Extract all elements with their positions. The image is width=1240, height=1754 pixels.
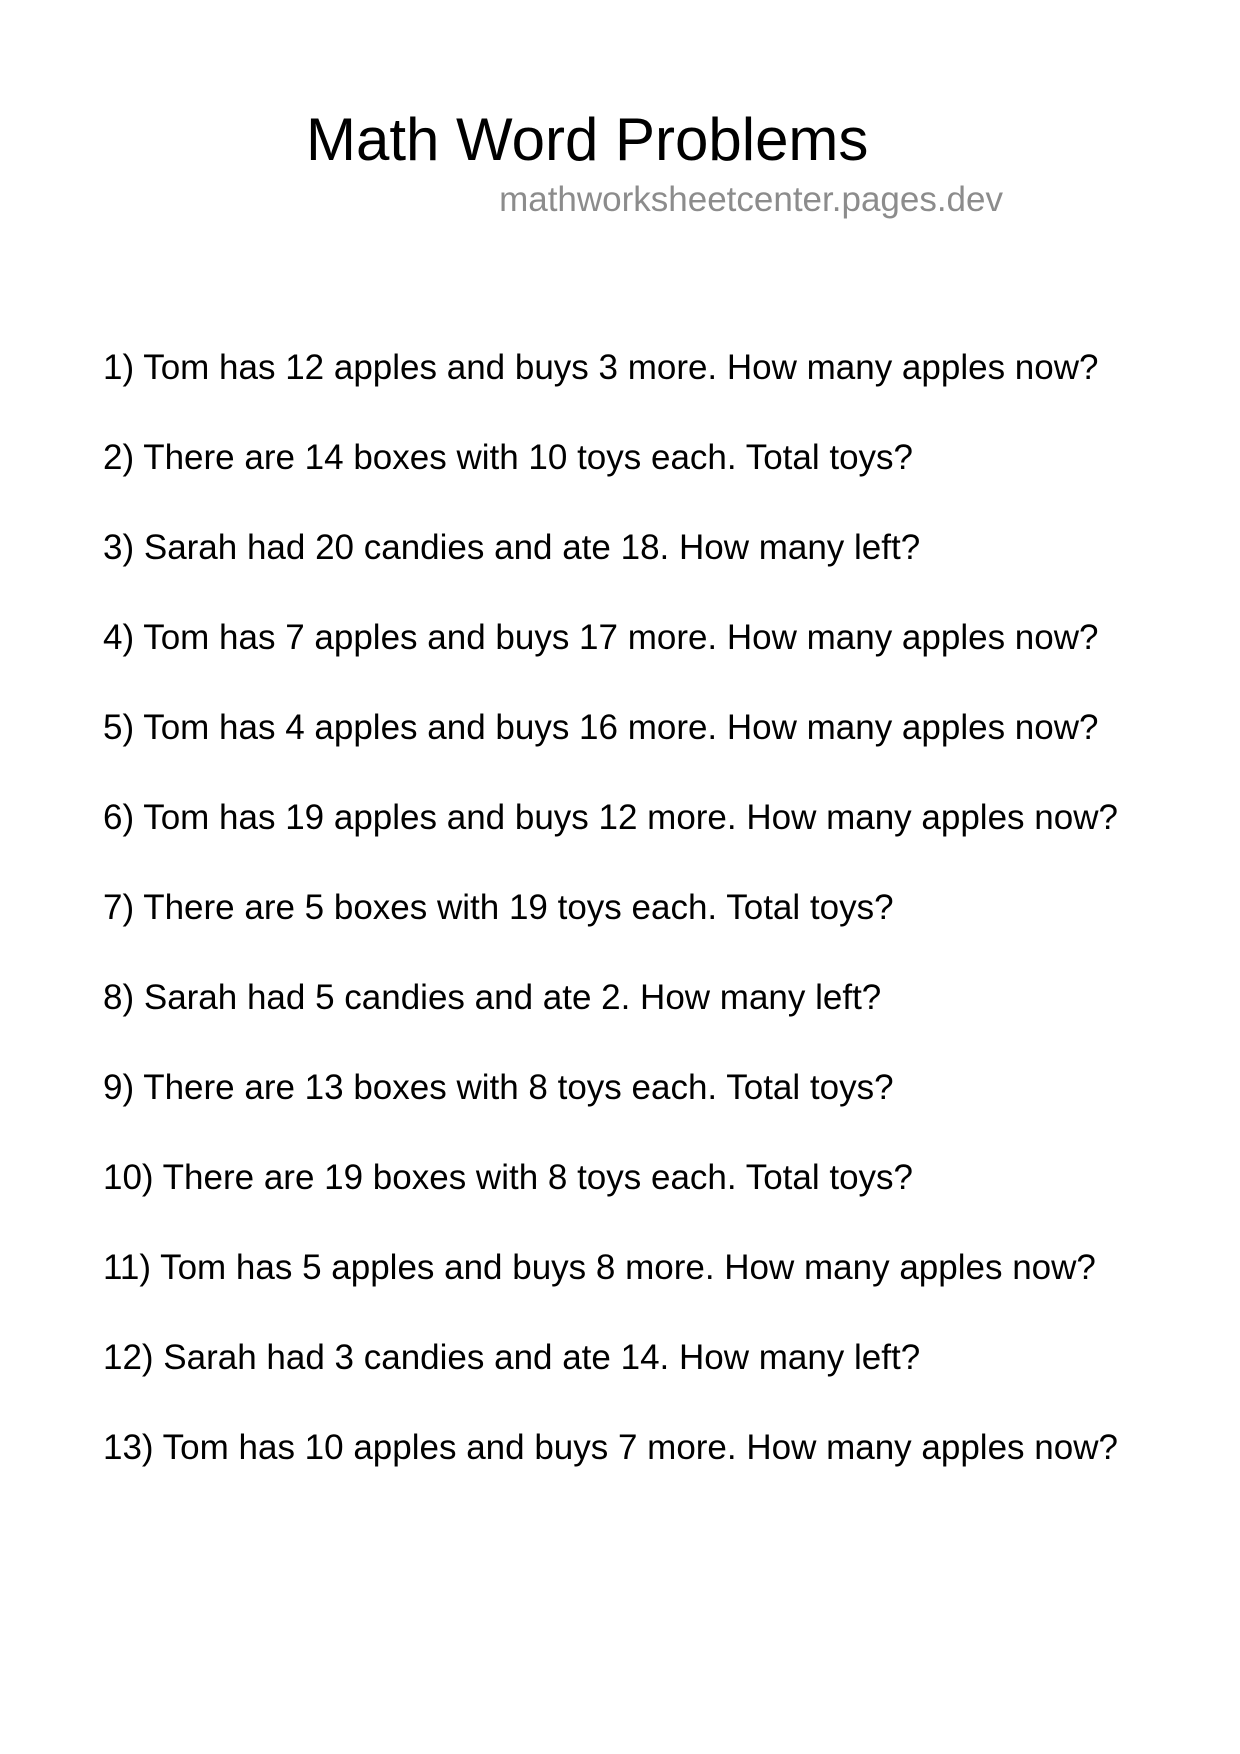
problem-item: 10) There are 19 boxes with 8 toys each. Total toys?	[103, 1158, 914, 1197]
problem-item: 8) Sarah had 5 candies and ate 2. How many left?	[103, 978, 882, 1017]
problem-list	[103, 348, 1180, 1518]
problem-item: 6) Tom has 19 apples and buys 12 more. How many apples now?	[103, 798, 1118, 837]
problem-item: 1) Tom has 12 apples and buys 3 more. How many apples now?	[103, 348, 1099, 387]
problem-item: 11) Tom has 5 apples and buys 8 more. How many apples now?	[103, 1248, 1096, 1287]
problem-item: 12) Sarah had 3 candies and ate 14. How many left?	[103, 1338, 921, 1377]
problem-item: 9) There are 13 boxes with 8 toys each. Total toys?	[103, 1068, 894, 1107]
site-url-subtitle: mathworksheetcenter.pages.dev	[499, 180, 1003, 219]
problem-item: 3) Sarah had 20 candies and ate 18. How many left?	[103, 528, 921, 567]
problem-item: 7) There are 5 boxes with 19 toys each. Total toys?	[103, 888, 894, 927]
problem-item: 13) Tom has 10 apples and buys 7 more. How many apples now?	[103, 1428, 1118, 1467]
problem-item: 2) There are 14 boxes with 10 toys each. Total toys?	[103, 438, 914, 477]
problem-item: 4) Tom has 7 apples and buys 17 more. How many apples now?	[103, 618, 1099, 657]
page-title: Math Word Problems	[306, 106, 869, 173]
problem-item: 5) Tom has 4 apples and buys 16 more. How many apples now?	[103, 708, 1099, 747]
